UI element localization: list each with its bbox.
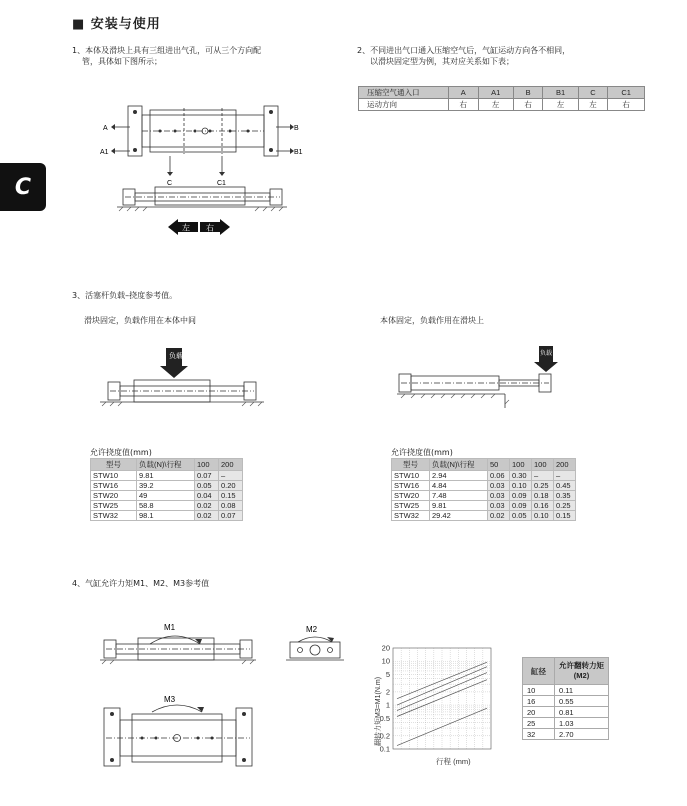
table-cell: 0.05 xyxy=(195,481,219,491)
table-row xyxy=(359,99,645,111)
header-cell: 100 xyxy=(195,459,219,471)
table-cell: STW16 xyxy=(91,481,137,491)
s4-title: 4、气缸允许力矩M1、M2、M3参考值 xyxy=(72,579,210,588)
table-cell: 0.16 xyxy=(532,501,554,511)
right-arrow-icon xyxy=(200,219,230,235)
port-c-label: C xyxy=(167,180,173,187)
table-row xyxy=(91,501,243,511)
table-cell: 0.11 xyxy=(555,685,609,696)
s2-text-line1: 2、不同进出气口通入压缩空气后，气缸运动方向各不相同， xyxy=(357,46,571,55)
table-cell: 39.2 xyxy=(137,481,195,491)
direction-arrows xyxy=(168,219,230,235)
series-line xyxy=(397,708,487,745)
table-cell: STW16 xyxy=(392,481,430,491)
table-cell: 0.45 xyxy=(554,481,576,491)
header-cell: 200 xyxy=(219,459,243,471)
table-cell: 0.30 xyxy=(510,471,532,481)
table-cell: STW25 xyxy=(392,501,430,511)
header-cell: C xyxy=(578,87,608,99)
table-cell: 0.08 xyxy=(219,501,243,511)
chart-grid xyxy=(393,648,491,749)
port-b1-label: B1 xyxy=(294,149,303,156)
table-row xyxy=(392,501,576,511)
table-cell: 98.1 xyxy=(137,511,195,521)
table-cell: 4.84 xyxy=(430,481,488,491)
load-label: 负载 xyxy=(169,353,183,360)
direction-table-header xyxy=(359,87,645,99)
table-row xyxy=(523,707,609,718)
header-cell: B1 xyxy=(543,87,578,99)
table-cell: 左 xyxy=(578,99,608,111)
section-title: ■ 安装与使用 xyxy=(72,17,161,32)
table-cell: 运动方向 xyxy=(359,99,449,111)
header-cell: 50 xyxy=(488,459,510,471)
table-row xyxy=(392,471,576,481)
port-diagram xyxy=(100,100,310,195)
table-cell: 0.03 xyxy=(488,501,510,511)
table-row xyxy=(91,471,243,481)
m2-label: M2 xyxy=(306,625,318,634)
header-cell: 100 xyxy=(532,459,554,471)
table-row xyxy=(523,685,609,696)
table-cell: – xyxy=(532,471,554,481)
header-cell: 允许翻转力矩(M2) xyxy=(555,658,609,685)
dir-right-label: 右 xyxy=(206,223,214,233)
table-cell: 58.8 xyxy=(137,501,195,511)
table-cell: 0.55 xyxy=(555,696,609,707)
m3-diagram xyxy=(98,690,258,770)
s3-right-caption: 本体固定，负载作用在滑块上 xyxy=(380,316,484,325)
load-label: 负载 xyxy=(540,351,553,357)
header-cell: C1 xyxy=(608,87,645,99)
table-cell: 0.10 xyxy=(510,481,532,491)
table-cell: 0.25 xyxy=(554,501,576,511)
right-deflection-header xyxy=(392,459,576,471)
table-cell: STW25 xyxy=(91,501,137,511)
header-cell: 压缩空气通入口 xyxy=(359,87,449,99)
table-cell: 20 xyxy=(523,707,555,718)
table-cell: 10 xyxy=(523,685,555,696)
table-cell: 0.05 xyxy=(510,511,532,521)
table-cell: 25 xyxy=(523,718,555,729)
table-cell: STW10 xyxy=(91,471,137,481)
s3-left-caption: 滑块固定，负载作用在本体中间 xyxy=(84,316,196,325)
left-table-title: 允许挠度值(mm) xyxy=(90,448,152,457)
table-row xyxy=(91,481,243,491)
table-cell: 2.70 xyxy=(555,729,609,740)
table-cell: 0.09 xyxy=(510,501,532,511)
table-cell: 0.18 xyxy=(532,491,554,501)
s1-text-line1: 1、本体及滑块上具有三组进出气孔，可从三个方向配 xyxy=(72,46,262,55)
table-cell: 7.48 xyxy=(430,491,488,501)
series-line xyxy=(397,662,487,699)
y-tick-label: 0.5 xyxy=(379,713,390,723)
header-cell: 型号 xyxy=(91,459,137,471)
s1-text-line2: 管，具体如下图所示； xyxy=(82,57,162,66)
table-cell: 1.03 xyxy=(555,718,609,729)
table-cell: 右 xyxy=(449,99,479,111)
header-cell: 负载(N)\行程 xyxy=(137,459,195,471)
table-cell: STW20 xyxy=(91,491,137,501)
table-cell: 0.02 xyxy=(195,511,219,521)
table-cell: 0.06 xyxy=(488,471,510,481)
table-row xyxy=(523,729,609,740)
table-cell: 9.81 xyxy=(430,501,488,511)
table-cell: 0.03 xyxy=(488,481,510,491)
m2-table-header xyxy=(523,658,609,685)
side-view-diagram xyxy=(115,185,290,215)
header-cell: A1 xyxy=(478,87,513,99)
rotation-arrow-icon xyxy=(152,705,202,712)
m1-label: M1 xyxy=(164,623,176,632)
right-load-diagram xyxy=(395,346,560,411)
table-cell: 0.15 xyxy=(554,511,576,521)
header-cell: 型号 xyxy=(392,459,430,471)
direction-table xyxy=(358,86,645,111)
table-cell: 0.81 xyxy=(555,707,609,718)
header-cell: 100 xyxy=(510,459,532,471)
table-cell: 0.20 xyxy=(219,481,243,491)
rotation-arrow-icon xyxy=(150,636,200,644)
s3-title: 3、活塞杆负载–挠度参考值。 xyxy=(72,291,178,300)
chart-x-label: 行程 (mm) xyxy=(436,757,471,766)
right-table-title: 允许挠度值(mm) xyxy=(391,448,453,457)
table-cell: STW32 xyxy=(392,511,430,521)
table-row xyxy=(523,696,609,707)
table-cell: 右 xyxy=(608,99,645,111)
s2-text-line2: 以滑块固定型为例，其对应关系如下表； xyxy=(370,57,514,66)
y-tick-label: 0.2 xyxy=(379,731,390,741)
left-load-diagram xyxy=(98,348,268,408)
table-row xyxy=(91,491,243,501)
table-cell: 0.07 xyxy=(219,511,243,521)
port-c1-label: C1 xyxy=(217,180,226,187)
section-tab[interactable]: C xyxy=(0,163,46,211)
table-row xyxy=(91,511,243,521)
table-cell: STW10 xyxy=(392,471,430,481)
right-deflection-table xyxy=(391,458,576,521)
y-tick-label: 10 xyxy=(381,656,390,666)
rotation-arrow-icon xyxy=(298,637,332,642)
table-cell: 49 xyxy=(137,491,195,501)
table-cell: 0.35 xyxy=(554,491,576,501)
y-tick-label: 0.1 xyxy=(379,744,390,754)
y-tick-label: 5 xyxy=(385,669,390,679)
dir-left-label: 左 xyxy=(182,223,190,233)
m1-diagram xyxy=(98,618,258,668)
table-cell: 32 xyxy=(523,729,555,740)
table-cell: 0.04 xyxy=(195,491,219,501)
chart-y-label: 翻转力矩M3=M1(N.m) xyxy=(375,676,382,746)
table-cell: 左 xyxy=(478,99,513,111)
m2-diagram xyxy=(284,620,346,665)
header-cell: A xyxy=(449,87,479,99)
table-cell: 0.09 xyxy=(510,491,532,501)
table-cell: 右 xyxy=(513,99,543,111)
table-cell: 2.94 xyxy=(430,471,488,481)
table-cell: 0.03 xyxy=(488,491,510,501)
table-row xyxy=(392,491,576,501)
y-tick-label: 1 xyxy=(385,700,390,710)
table-row xyxy=(392,511,576,521)
port-a1-label: A1 xyxy=(100,149,109,156)
table-cell: 0.15 xyxy=(219,491,243,501)
moment-chart xyxy=(356,642,506,770)
port-b-label: B xyxy=(294,125,299,132)
table-cell: STW20 xyxy=(392,491,430,501)
table-cell: 0.02 xyxy=(488,511,510,521)
load-arrow-icon xyxy=(534,346,558,372)
header-cell: 200 xyxy=(554,459,576,471)
y-tick-label: 2 xyxy=(385,687,390,697)
port-a-label: A xyxy=(103,125,108,132)
header-cell: 负载(N)\行程 xyxy=(430,459,488,471)
table-cell: 29.42 xyxy=(430,511,488,521)
m3-label: M3 xyxy=(164,695,176,704)
table-cell: 16 xyxy=(523,696,555,707)
table-row xyxy=(392,481,576,491)
y-tick-label: 20 xyxy=(381,643,390,653)
table-cell: 0.10 xyxy=(532,511,554,521)
table-cell: STW32 xyxy=(91,511,137,521)
header-cell: 缸径 xyxy=(523,658,555,685)
table-cell: 9.81 xyxy=(137,471,195,481)
table-cell: 0.25 xyxy=(532,481,554,491)
table-cell: – xyxy=(554,471,576,481)
left-deflection-header xyxy=(91,459,243,471)
table-cell: 0.02 xyxy=(195,501,219,511)
header-cell: B xyxy=(513,87,543,99)
table-cell: 0.07 xyxy=(195,471,219,481)
table-cell: – xyxy=(219,471,243,481)
left-deflection-table xyxy=(90,458,243,521)
m2-table xyxy=(522,657,609,740)
table-cell: 左 xyxy=(543,99,578,111)
table-row xyxy=(523,718,609,729)
